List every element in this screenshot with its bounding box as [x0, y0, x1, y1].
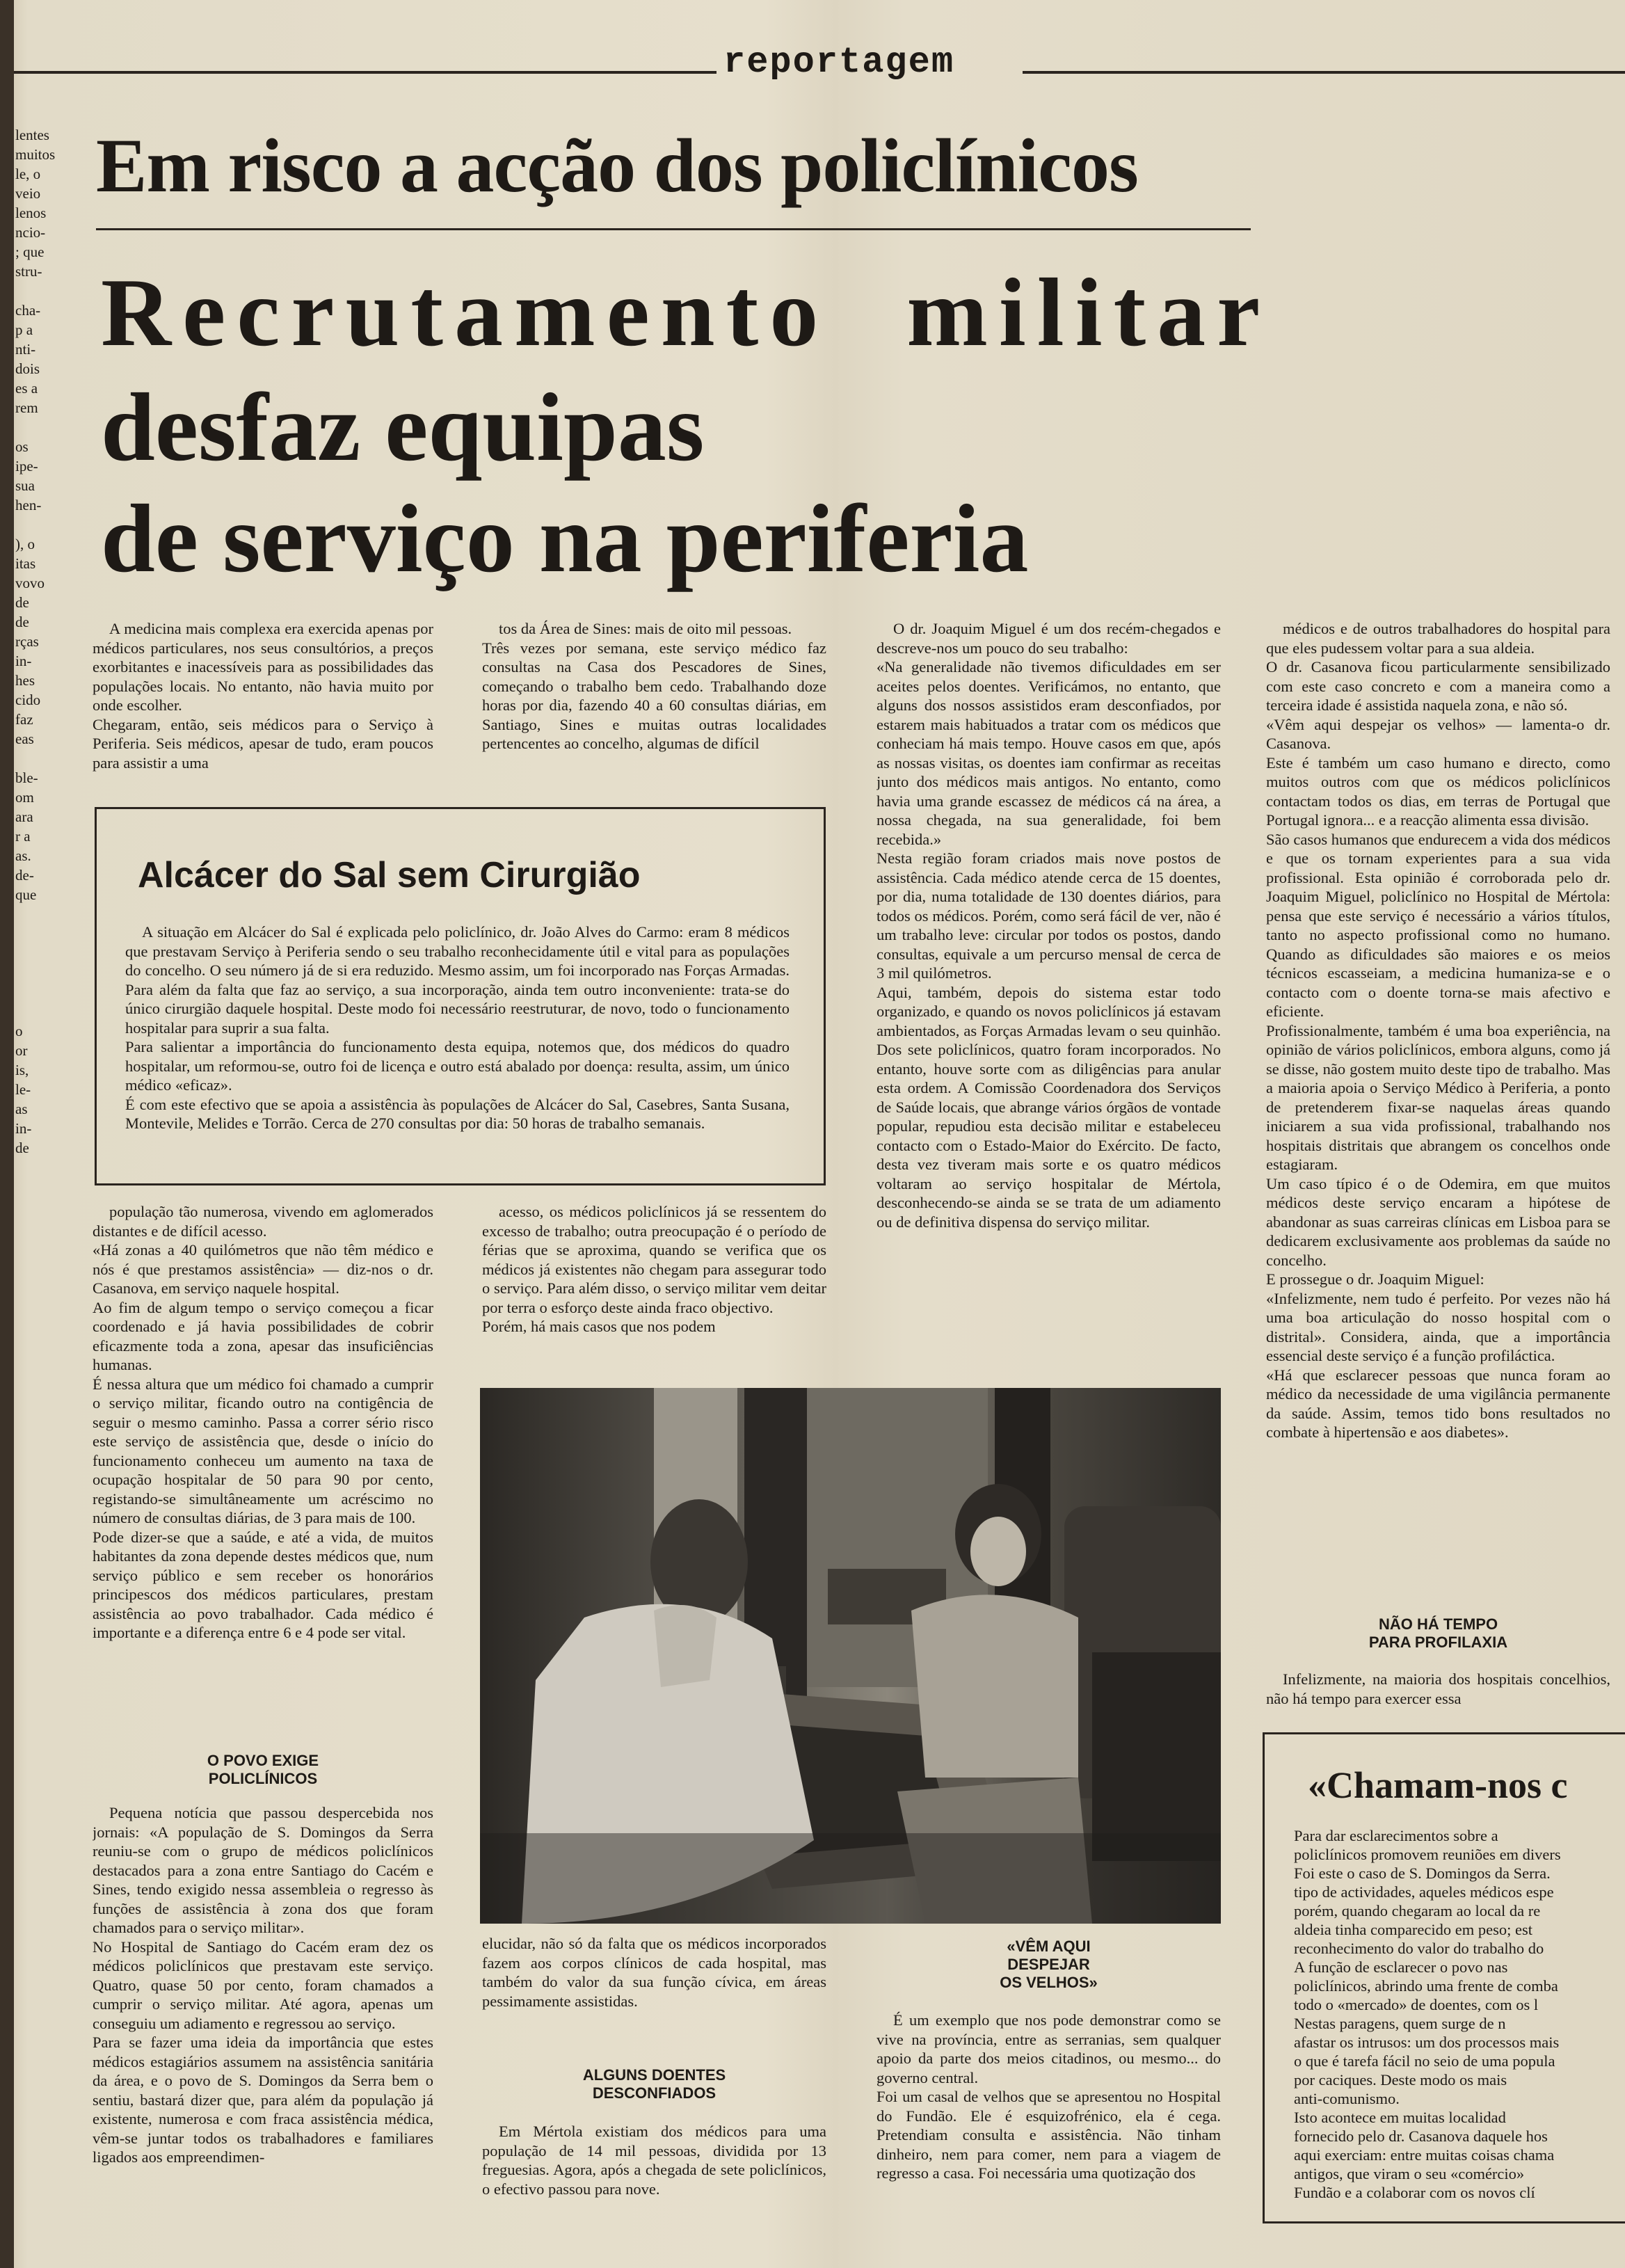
- top-rule-right: [1023, 71, 1625, 74]
- col1-bottom-paragraphs: Pequena notícia que passou despercebida nos jornais: «A população de S. Domingos da Serra reuniu-se com o grupo de médicos policlínicos destacados para a zona entre Santiago do Cacém e Sines, tendo exigido nessa assembleia o regresso às funções de assistência à zona dos que foram chamados para o serviço militar». No Hospital de Santiago do Cacém eram dez os médicos policlínicos que prestavam este serviço. Quatro, quase 50 por cento, foram chamados a cumprir o serviço militar. Até agora, apenas um conseguiu um adiamento e regressou ao serviço. Para se fazer uma ideia da importância que estes médicos estagiários assumem na assistência sanitária da área, e o povo de S. Domingos da Serra bem o sentiu, bastará dizer que, para além da população já existente, numerosa e com fraca assistência médica, vêm-se juntar todos os trabalhadores e familiares ligados aos empreendimen-: [93, 1804, 433, 2166]
- col3-top-text: [876, 619, 1221, 1374]
- col1-mid-text: [93, 1202, 433, 1717]
- photo-image: [480, 1388, 1221, 1924]
- subhead-alguns-doentes: ALGUNS DOENTES DESCONFIADOS: [582, 2066, 726, 2102]
- col2-bottom2-text: [482, 2122, 826, 2261]
- photo-consultation: [480, 1388, 1221, 1924]
- box2-title: «Chamam-nos c: [1308, 1764, 1568, 1806]
- col2-bottom-text: [482, 1934, 826, 2031]
- headline-line-3: de serviço na periferia: [101, 485, 1029, 593]
- col1-top-text: [93, 619, 433, 790]
- box-text-alcacer: [125, 923, 790, 1173]
- headline-line-1: Recrutamento militar: [101, 259, 1272, 367]
- col2-bottom2-paragraphs: Em Mértola existiam dos médicos para uma população de 14 mil pessoas, dividida por 13 freguesias. Agora, após a chegada de sete policlínicos, o efectivo passou para nove.: [482, 2123, 826, 2198]
- box-title-alcacer: Alcácer do Sal sem Cirurgião: [138, 855, 641, 895]
- col2-mid-text: [482, 1202, 826, 1376]
- col3-top-paragraphs: O dr. Joaquim Miguel é um dos recém-chegados e descreve-nos um pouco do seu trabalho: «Na generalidade não tivemos dificuldades em ser aceites pelos doentes. Verificámos, no entanto, que alguns dos nossos assistidos eram desconfiados, por estarem mais habituados a tratar com os médicos que conheciam há mais tempo. Houve casos em que, após as nossas visitas, os doentes iam confirmar as receitas junto dos médicos mais antigos. No entanto, como havia uma grande escassez de médicos cá na área, a nossa chegada, na sua generalidade, foi bem recebida.» Nesta região foram criados mais nove postos de assistência. Cada médico atende cerca de 15 doentes, por dia, numa totalidade de 130 doentes diários, para todos os médicos. Porém, como será fácil de ver, não é um trabalho leve: circular por todos os postos, dando consultas, equivale a um percurso mensal de cerca de 3 mil quilómetros. Aqui, também, depois do sistema estar todo organizado, e quando os novos policlínicos já estavam ambientados, as Forças Armadas levam o seu quinhão. Dos sete policlínicos, quatro foram incorporados. No entanto, houve sorte com as diligências para anular esta ordem. A Comissão Coordenadora dos Serviços de Saúde locais, que abrange vários órgãos de vontade popular, repudiou esta decisão militar e estabeleceu contacto com o Estado-Maior do Exército. De facto, desta vez tiveram mais sorte e os quatro médicos voltaram ao serviço hospitalar de Mértola, desconhecendo-se ainda se se trata de um adiamento ou de definitiva dispensa do serviço militar.: [876, 620, 1221, 1231]
- top-rule-left: [14, 71, 717, 74]
- col1-bottom-text: [93, 1803, 433, 2266]
- section-label: reportagem: [723, 42, 955, 83]
- subhead-nao-ha-tempo: NÃO HÁ TEMPO PARA PROFILAXIA: [1368, 1615, 1508, 1651]
- col2-mid-paragraphs: acesso, os médicos policlínicos já se ressentem do excesso de trabalho; outra preocupação é o período de férias que se aproxima, quando se verifica que os médicos já existentes não chegam para assegurar todo o serviço. Para além disso, o serviço militar vem deitar por terra o esforço deste ainda fraco objectivo. Porém, há mais casos que nos podem: [482, 1203, 826, 1335]
- box-paragraphs: A situação em Alcácer do Sal é explicada pelo policlínico, dr. João Alves do Carmo: eram 8 médicos que prestavam Serviço à Periferia sendo o seu trabalho reconhecidamente útil e vital para as populações do concelho. O seu número já de si era reduzido. Mesmo assim, um foi incorporado nas Forças Armadas. Para além da falta que faz ao serviço, a sua incorporação, ainda tem outro inconveniente: trata-se do único cirurgião daquele hospital. Deste modo foi necessário reestruturar, de novo, todo o funcionamento hospitalar para suprir a sua falta. Para salientar a importância do funcionamento desta equipa, notemos que, dos médicos do quadro hospitalar, um reformou-se, outro foi de licença e outro está abalado por doença: resulta, assim, um único médico «eficaz». É com este efectivo que se apoia a assistência às populações de Alcácer do Sal, Casebres, Santa Susana, Montevile, Melides e Torrão. Cerca de 270 consultas por dia: 50 horas de trabalho semanais.: [125, 923, 790, 1132]
- headline-primary: Em risco a acção dos policlínicos: [96, 123, 1138, 208]
- col2-bottom-paragraphs: elucidar, não só da falta que os médicos incorporados fazem aos corpos clínicos de cada hospital, mas também do valor da sua função cívica, em áreas pessimamente assistidas.: [482, 1935, 826, 2010]
- col4-top-paragraphs: médicos e de outros trabalhadores do hospital para que eles pudessem voltar para a sua aldeia. O dr. Casanova ficou particularmente sensibilizado com este caso concreto e com a maneira como a terceira idade é assistida naquela zona, e não só. «Vêm aqui despejar os velhos» — lamenta-o dr. Casanova. Este é também um caso humano e directo, como muitos outros com que os médicos policlínicos contactam todos os dias, em terras de Portugal que Portugal ignora... e a reacção alimenta essa divisão. São casos humanos que endurecem a vida dos médicos e que os tornam experientes para a sua vida profissional. Esta opinião é corroborada pelo dr. Joaquim Miguel, policlínico no Hospital de Mértola: pensa que este serviço é necessário a vários títulos, tanto no aspecto profissional como no humano. Quando as dificuldades são maiores e os meios técnicos escasseiam, a medicina humaniza-se e o contacto com o doente torna-se mais afectivo e eficiente. Profissionalmente, também é uma boa experiência, na opinião de vários policlínicos, embora alguns, como já se disse, não gostem muito deste tipo de trabalho. Mas a maioria apoia o Serviço Médico à Periferia, a ponto de pretenderem fixar-se naquelas áreas quando iniciarem a sua vida profissional, trabalhando nos hospitais distritais que abrangem os concelhos onde estagiaram. Um caso típico é o de Odemira, em que muitos médicos deste serviço encaram a hipótese de abandonar as suas carreiras clínicas em Lisboa para se dedicarem exclusivamente aos problemas da saúde no concelho. E prossegue o dr. Joaquim Miguel: «Infelizmente, nem tudo é perfeito. Por vezes não há uma boa articulação do nosso hospital com o distrital». Considera, ainda, que a importância essencial deste serviço é a função profiláctica. «Há que esclarecer pessoas que nunca foram ao médico da necessidade de uma vigilância permanente da saúde. Assim, temos tido bons resultados no combate à hipertensão e aos diabetes».: [1266, 620, 1610, 1441]
- col3-bottom-text: [876, 2011, 1221, 2261]
- headline-rule: [96, 228, 1251, 230]
- col1-top-paragraphs: A medicina mais complexa era exercida apenas por médicos particulares, nos seus consultórios, a preços exorbitantes e inacessíveis para as possibilidades das populações locais. No entanto, não havia muito por onde escolher. Chegaram, então, seis médicos para o Serviço à Periferia. Seis médicos, apesar de tudo, eram poucos para assistir a uma: [93, 620, 433, 772]
- page-edge: [0, 0, 14, 2268]
- col4-bottom-paragraphs: Infelizmente, na maioria dos hospitais concelhios, não há tempo para exercer essa: [1266, 1670, 1610, 1707]
- box2-text: Para dar esclarecimentos sobre a policlínicos promovem reuniões em divers Foi este o caso de S. Domingos da Serra. tipo de actividades, aqueles médicos espe porém, quando chegaram ao local da re aldeia tinha comparecido em peso; est reconhecimento do valor do trabalho do A função de esclarecer o povo nas policlínicos, abrindo uma frente de comba todo o «mercado» de doentes, com os l Nestas paragens, quem surge de n afastar os intrusos: um dos processos mais o que é tarefa fácil no seio de uma popula por caciques. Deste modo os mais anti-comunismo. Isto acontece em muitas localidad fornecido pelo dr. Casanova daquele hos aqui exerciam: entre muitas coisas chama antigos, que viram o seu «comércio» Fundão e a colaborar com os novos clí: [1294, 1827, 1561, 2201]
- col1-mid-paragraphs: população tão numerosa, vivendo em aglomerados distantes e de difícil acesso. «Há zonas a 40 quilómetros que não têm médico e nós é que prestamos assistência» — diz-nos o dr. Casanova, em serviço naquele hospital. Ao fim de algum tempo o serviço começou a ficar coordenado e já havia possibilidades de cobrir eficazmente toda a zona, apesar das insuficiências humanas. É nessa altura que um médico foi chamado a cumprir o serviço militar, ficando outro na contigência de seguir o mesmo caminho. Passa a correr sério risco este serviço de assistência que, desde o início do funcionamento conheceu um aumento na taxa de ocupação hospitalar de 50 para 90 por cento, registando-se simultâneamente um acréscimo no número de consultas diárias, de 3 para mais de 100. Pode dizer-se que a saúde, e até a vida, de muitos habitantes da zona depende destes médicos que, num serviço público e sem receber os honorários principescos dos médicos particulares, prestam assistência ao povo trabalhador. Cada médico é importante e a diferença entre 6 e 4 pode ser vital.: [93, 1203, 433, 1641]
- subhead-povo-exige: O POVO EXIGE POLICLÍNICOS: [207, 1752, 319, 1787]
- col4-bottom-text: [1266, 1670, 1610, 1711]
- headline-line-2: desfaz equipas: [101, 374, 705, 481]
- col2-top-text: [482, 619, 826, 790]
- subhead-vem-aqui: «VÊM AQUI DESPEJAR OS VELHOS»: [1000, 1938, 1098, 1991]
- col4-top-text: [1266, 619, 1610, 1579]
- col2-top-paragraphs: tos da Área de Sines: mais de oito mil pessoas. Três vezes por semana, este serviço médico faz consultas na Casa dos Pescadores de Sines, começando o trabalho bem cedo. Trabalhando doze horas por dia, fazendo 40 a 60 consultas diárias, em Santiago, Sines e muitas outras localidades pertencentes ao concelho, algumas de difícil: [482, 620, 826, 752]
- col3-bottom-paragraphs: É um exemplo que nos pode demonstrar como se vive na província, entre as serranias, sem qualquer apoio da parte dos meios citadinos, ou mesmo... do governo central. Foi um casal de velhos que se apresentou no Hospital do Fundão. Ele é esquizofrénico, ela é cega. Pretendiam consulta e assistência. Não tinham dinheiro, nem para comer, nem para a viagem de regresso a casa. Foi necessária uma quotização dos: [876, 2011, 1221, 2182]
- left-margin-fragments: lentes muitos le, o veio lenos ncio- ; que stru- cha- p a nti- dois es a rem os ipe- sua hen- ), o itas vovo de de rças in- hes cido faz eas ble- om ara r a as. de- que o or is, le- as in- de: [15, 127, 56, 1156]
